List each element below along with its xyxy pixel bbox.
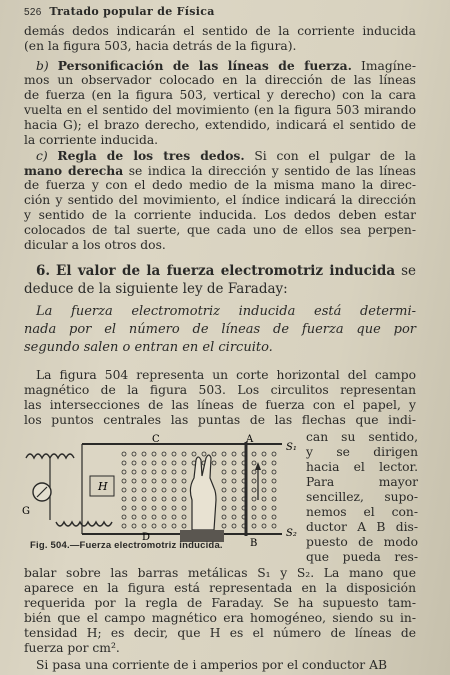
field-line-circle bbox=[142, 497, 146, 501]
field-line-circle bbox=[172, 488, 176, 492]
section-heading-line bbox=[36, 263, 416, 280]
item-text: se indica la dirección y sentido de las líneas bbox=[128, 164, 416, 178]
item-text: Si con el pulgar de la bbox=[254, 149, 416, 163]
label-h: H bbox=[98, 480, 108, 493]
field-line-circle bbox=[252, 470, 256, 474]
text-line: los puntos centrales las puntas de las flechas que indi- bbox=[24, 413, 416, 427]
law-line: segundo salen o entran en el circuito. bbox=[24, 340, 273, 355]
field-line-circle bbox=[272, 470, 276, 474]
text-line: puesto de modo bbox=[306, 535, 418, 549]
field-line-circle bbox=[182, 452, 186, 456]
field-line-circle bbox=[182, 506, 186, 510]
field-line-circle bbox=[232, 515, 236, 519]
field-line-circle bbox=[272, 524, 276, 528]
field-line-circle bbox=[232, 479, 236, 483]
text-line: requerida por la regla de Faraday. Se ha supuesto tam- bbox=[24, 596, 416, 610]
text-line: demás dedos indicarán el sentido de la corriente inducida bbox=[24, 24, 416, 38]
item-text: Imagíne- bbox=[360, 59, 416, 73]
field-line-circle bbox=[152, 488, 156, 492]
field-line-circle bbox=[182, 470, 186, 474]
text-line bbox=[24, 163, 416, 179]
field-line-circle bbox=[142, 506, 146, 510]
field-line-circle bbox=[252, 452, 256, 456]
field-line-circle bbox=[222, 506, 226, 510]
field-line-circle bbox=[262, 479, 266, 483]
field-line-circle bbox=[262, 506, 266, 510]
label-b: B bbox=[250, 538, 258, 549]
field-line-circle bbox=[132, 461, 136, 465]
text-line: Si pasa una corriente de i amperios por el conductor AB bbox=[36, 658, 387, 672]
field-line-circle bbox=[152, 497, 156, 501]
field-line-circle bbox=[132, 452, 136, 456]
text-line: aparece en la figura está representada en la disposición bbox=[24, 581, 416, 595]
text-line: las intersecciones de las líneas de fuerza con el papel, y bbox=[24, 398, 416, 412]
text-line: colocados de tal suerte, que cada uno de ellos sea perpen- bbox=[24, 223, 416, 237]
field-line-circle bbox=[182, 524, 186, 528]
text-line: tensidad H; es decir, que H es el número de líneas de bbox=[24, 626, 416, 640]
field-line-circle bbox=[252, 479, 256, 483]
field-line-circle bbox=[152, 479, 156, 483]
field-line-circle bbox=[222, 497, 226, 501]
field-line-circle bbox=[142, 479, 146, 483]
label-a: A bbox=[246, 434, 254, 445]
field-line-circle bbox=[122, 515, 126, 519]
book-title: Tratado popular de Física bbox=[49, 5, 215, 18]
field-line-circle bbox=[152, 515, 156, 519]
field-line-circle bbox=[222, 524, 226, 528]
field-line-circle bbox=[122, 506, 126, 510]
field-line-circle bbox=[272, 506, 276, 510]
text-line: can su sentido, bbox=[306, 430, 418, 444]
item-heading: Personificación de las líneas de fuerza. bbox=[57, 58, 352, 73]
label-g: G bbox=[22, 506, 30, 517]
field-line-circle bbox=[262, 497, 266, 501]
text-line: dicular a los otros dos. bbox=[24, 238, 166, 252]
field-line-circle bbox=[262, 524, 266, 528]
running-header bbox=[24, 5, 215, 18]
text-line: magnético de la figura 503. Los circulitos representan bbox=[24, 383, 416, 397]
field-line-circle bbox=[162, 452, 166, 456]
field-line-circle bbox=[172, 515, 176, 519]
field-line-circle bbox=[122, 497, 126, 501]
field-line-circle bbox=[262, 470, 266, 474]
field-line-circle bbox=[192, 452, 196, 456]
field-line-circle bbox=[182, 515, 186, 519]
field-line-circle bbox=[122, 470, 126, 474]
field-line-circle bbox=[152, 506, 156, 510]
field-line-circle bbox=[232, 488, 236, 492]
field-line-circle bbox=[132, 497, 136, 501]
field-line-circle bbox=[162, 488, 166, 492]
section-number: 6. bbox=[36, 263, 51, 279]
law-line: nada por el número de líneas de fuerza que por bbox=[24, 322, 416, 337]
field-line-circle bbox=[252, 461, 256, 465]
text-line: bién que el campo magnético era homogéneo, siendo su in- bbox=[24, 611, 416, 625]
section-heading: El valor de la fuerza electromotriz inducida bbox=[56, 263, 396, 279]
text-line: nemos el con- bbox=[306, 505, 418, 519]
field-line-circle bbox=[172, 461, 176, 465]
coil-bottom bbox=[56, 522, 112, 526]
field-line-circle bbox=[132, 488, 136, 492]
field-line-circle bbox=[172, 479, 176, 483]
text-line: deduce de la siguiente ley de Faraday: bbox=[24, 281, 288, 297]
field-line-circle bbox=[262, 515, 266, 519]
field-line-circle bbox=[212, 452, 216, 456]
text-line: de fuerza y con el dedo medio de la misma mano la direc- bbox=[24, 178, 416, 192]
text-line: balar sobre las barras metálicas S₁ y S₂. La mano que bbox=[24, 566, 416, 580]
field-line-circle bbox=[252, 515, 256, 519]
text-line: Para mayor bbox=[306, 475, 418, 489]
field-line-circle bbox=[172, 524, 176, 528]
field-line-circle bbox=[182, 497, 186, 501]
page-number: 526 bbox=[24, 7, 42, 18]
text-line: que pueda res- bbox=[306, 550, 418, 564]
label-s1: S₁ bbox=[286, 442, 297, 453]
field-line-circle bbox=[172, 452, 176, 456]
field-line-circle bbox=[232, 497, 236, 501]
field-line-circle bbox=[162, 515, 166, 519]
field-line-circle bbox=[162, 470, 166, 474]
field-line-circle bbox=[162, 461, 166, 465]
figure-504 bbox=[20, 430, 304, 552]
text-line: vuelta en el sentido del movimiento (en la figura 503 mirando bbox=[24, 103, 416, 117]
field-line-circle bbox=[272, 452, 276, 456]
field-line-circle bbox=[142, 524, 146, 528]
field-line-circle bbox=[162, 506, 166, 510]
field-line-circle bbox=[222, 515, 226, 519]
field-line-circle bbox=[252, 524, 256, 528]
text-line: y se dirigen bbox=[306, 445, 418, 459]
item-label: b) bbox=[36, 59, 49, 73]
text-line: hacia G); el brazo derecho, extendido, indicará el sentido de bbox=[24, 118, 416, 132]
bold-phrase: mano derecha bbox=[24, 163, 124, 178]
field-line-circle bbox=[222, 461, 226, 465]
field-line-circle bbox=[182, 488, 186, 492]
field-line-circle bbox=[252, 497, 256, 501]
section-text: se bbox=[401, 263, 416, 279]
field-line-circle bbox=[122, 452, 126, 456]
field-line-circle bbox=[272, 461, 276, 465]
text-line: ción y sentido del movimiento, el índice indicará la dirección bbox=[24, 193, 416, 207]
field-line-circle bbox=[152, 470, 156, 474]
field-line-circle bbox=[272, 479, 276, 483]
item-heading: Regla de los tres dedos. bbox=[57, 148, 245, 163]
field-line-circle bbox=[232, 524, 236, 528]
field-line-circle bbox=[182, 461, 186, 465]
field-line-circle bbox=[162, 524, 166, 528]
field-line-circle bbox=[272, 515, 276, 519]
coil-top bbox=[26, 454, 74, 458]
field-line-circle bbox=[202, 452, 206, 456]
label-c: C bbox=[152, 434, 160, 445]
field-line-circle bbox=[222, 488, 226, 492]
field-line-circle bbox=[132, 524, 136, 528]
field-line-circle bbox=[172, 506, 176, 510]
field-line-circle bbox=[252, 488, 256, 492]
hand-illustration bbox=[190, 455, 216, 530]
field-line-circle bbox=[222, 470, 226, 474]
field-line-circle bbox=[122, 479, 126, 483]
field-line-circle bbox=[152, 524, 156, 528]
field-line-circle bbox=[122, 524, 126, 528]
field-line-circle bbox=[272, 488, 276, 492]
text-line: de fuerza (en la figura 503, vertical y derecho) con la cara bbox=[24, 88, 416, 102]
field-line-circle bbox=[272, 497, 276, 501]
text-line: La figura 504 representa un corte horizontal del campo bbox=[36, 368, 416, 382]
field-line-circle bbox=[142, 452, 146, 456]
text-line: (en la figura 503, hacia detrás de la figura). bbox=[24, 39, 297, 53]
label-d: D bbox=[142, 532, 151, 543]
text-line: fuerza por cm². bbox=[24, 641, 120, 655]
item-b-heading-line bbox=[36, 58, 416, 74]
field-line-circle bbox=[122, 461, 126, 465]
law-line: La fuerza electromotriz inducida está determi- bbox=[36, 304, 416, 319]
field-line-circle bbox=[172, 470, 176, 474]
field-line-circle bbox=[252, 506, 256, 510]
text-line: mos un observador colocado en la dirección de las líneas bbox=[24, 73, 416, 87]
field-line-circle bbox=[232, 470, 236, 474]
field-line-circle bbox=[122, 488, 126, 492]
field-line-circle bbox=[142, 470, 146, 474]
field-line-circle bbox=[232, 506, 236, 510]
text-line: ductor A B dis- bbox=[306, 520, 418, 534]
item-c-heading-line bbox=[36, 148, 416, 164]
text-line: la corriente inducida. bbox=[24, 133, 159, 147]
field-line-circle bbox=[162, 479, 166, 483]
field-line-circle bbox=[222, 479, 226, 483]
field-line-circle bbox=[262, 461, 266, 465]
field-line-circle bbox=[132, 470, 136, 474]
field-line-circle bbox=[262, 452, 266, 456]
label-s2: S₂ bbox=[286, 528, 297, 539]
item-label: c) bbox=[36, 149, 48, 163]
field-line-circle bbox=[142, 461, 146, 465]
field-line-circle bbox=[152, 461, 156, 465]
field-line-circle bbox=[212, 461, 216, 465]
field-line-circle bbox=[132, 506, 136, 510]
field-line-circle bbox=[132, 515, 136, 519]
field-line-circle bbox=[152, 452, 156, 456]
field-line-circle bbox=[232, 461, 236, 465]
text-line: y sentido de la corriente inducida. Los dedos deben estar bbox=[24, 208, 416, 222]
figure-caption: Fig. 504.—Fuerza electromotriz inducida. bbox=[30, 540, 223, 551]
text-line: hacia el lector. bbox=[306, 460, 418, 474]
field-line-circle bbox=[142, 488, 146, 492]
field-line-circle bbox=[222, 452, 226, 456]
text-line: sencillez, supo- bbox=[306, 490, 418, 504]
field-line-circle bbox=[132, 479, 136, 483]
field-line-circle bbox=[162, 497, 166, 501]
field-line-circle bbox=[172, 497, 176, 501]
field-line-circle bbox=[142, 515, 146, 519]
field-line-circle bbox=[182, 479, 186, 483]
field-line-circle bbox=[262, 488, 266, 492]
field-line-circle bbox=[232, 452, 236, 456]
